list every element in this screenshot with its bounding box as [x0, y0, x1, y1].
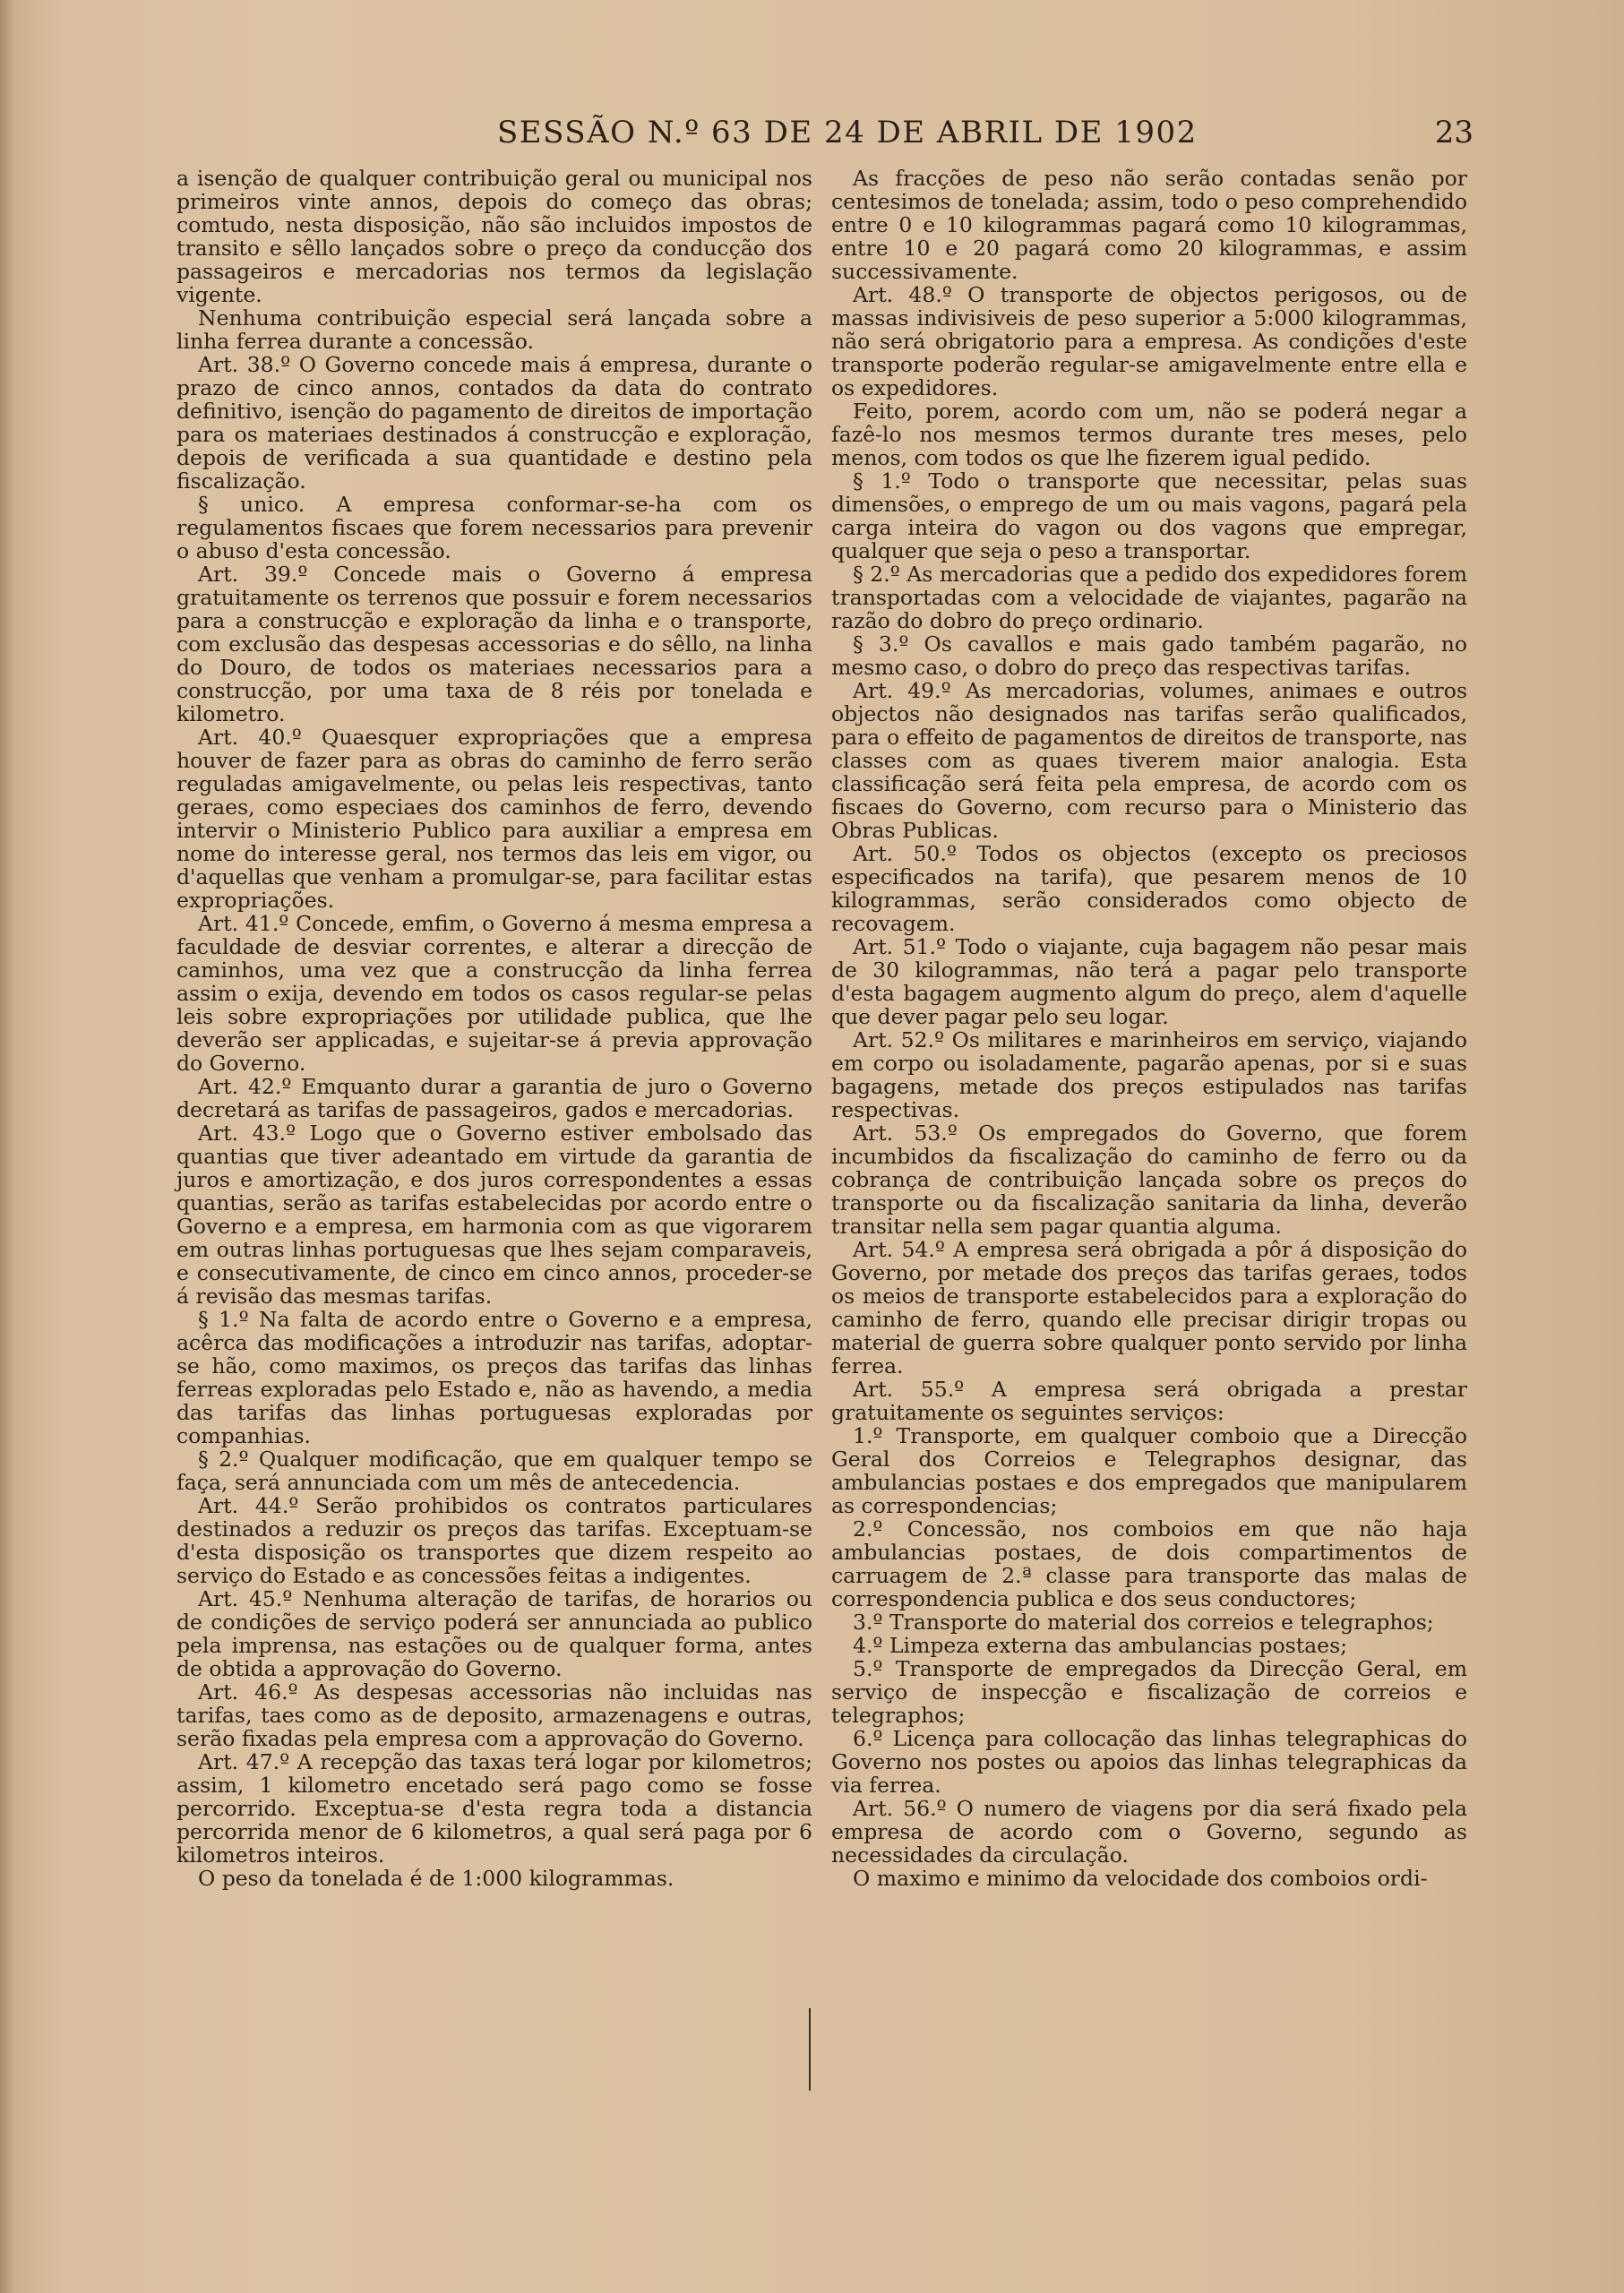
- paragraph: Art. 50.º Todos os objectos (excepto os preciosos especificados na tarifa), que pesarem menos de 10 kilogrammas, serão considerados como objecto de recovagem.: [831, 841, 1467, 936]
- paragraph: § 2.º As mercadorias que a pedido dos expedidores forem transportadas com a velocidade de viajantes, pagarão na razão do dobro do preço ordinario.: [831, 562, 1467, 633]
- paragraph: 1.º Transporte, em qualquer comboio que a Direcção Geral dos Correios e Telegraphos designar, das ambulancias postaes e dos empregados que manipularem as correspondencias;: [831, 1423, 1467, 1518]
- paragraph: Art. 40.º Quaesquer expropriações que a empresa houver de fazer para as obras do caminho de ferro serão reguladas amigavelmente, ou pelas leis respectivas, tanto geraes, como especiaes dos caminhos de ferro, devendo intervir o Ministerio Publico para auxiliar a empresa em nome do interesse geral, nos termos das leis em vigor, ou d'aquellas que venham a promulgar-se, para facilitar estas expropriações.: [176, 725, 812, 913]
- paragraph: As fracções de peso não serão contadas senão por centesimos de tonelada; assim, todo o peso comprehendido entre 0 e 10 kilogrammas pagará como 10 kilogrammas, entre 10 e 20 pagará como 20 kilogrammas, e assim successivamente.: [831, 166, 1467, 284]
- paragraph: Art. 39.º Concede mais o Governo á empresa gratuitamente os terrenos que possuir e forem necessarios para a construcção e exploração da linha e o transporte, com exclusão das despesas accessorias e do sêllo, na linha do Douro, de todos os materiaes necessarios para a construcção, por uma taxa de 8 réis por tonelada e kilometro.: [176, 562, 812, 726]
- paragraph: 6.º Licença para collocação das linhas telegraphicas do Governo nos postes ou apoios das linhas telegraphicas da via ferrea.: [831, 1726, 1467, 1798]
- paragraph: 3.º Transporte do material dos correios e telegraphos;: [853, 1610, 1434, 1635]
- paragraph: Art. 52.º Os militares e marinheiros em serviço, viajando em corpo ou isoladamente, pagarão apenas, por si e suas bagagens, metade dos preços estipulados nas tarifas respectivas.: [831, 1027, 1467, 1122]
- page-number: 23: [1434, 115, 1474, 150]
- paragraph: 4.º Limpeza externa das ambulancias postaes;: [853, 1633, 1348, 1658]
- paragraph: Art. 43.º Logo que o Governo estiver embolsado das quantias que tiver adeantado em virtude da garantia de juros e amortização, e dos juros correspondentes a essas quantias, serão as tarifas estabelecidas por acordo entre o Governo e a empresa, em harmonia com as que vigorarem em outras linhas portuguesas que lhes sejam comparaveis, e consecutivamente, de cinco em cinco annos, proceder-se á revisão das mesmas tarifas.: [176, 1121, 812, 1309]
- right-column: [831, 167, 1467, 1890]
- paragraph: Art. 48.º O transporte de objectos perigosos, ou de massas indivisiveis de peso superior a 5:000 kilogrammas, não será obrigatorio para a empresa. As condições d'este transporte poderão regular-se amigavelmente entre ella e os expedidores.: [831, 282, 1467, 400]
- paragraph: Nenhuma contribuição especial será lançada sobre a linha ferrea durante a concessão.: [176, 305, 812, 354]
- paragraph: § 1.º Todo o transporte que necessitar, pelas suas dimensões, o emprego de um ou mais vagons, pagará pela carga inteira do vagon ou dos vagons que empregar, qualquer que seja o peso a transportar.: [831, 468, 1467, 563]
- column-rule: [809, 2008, 811, 2091]
- paragraph: 2.º Concessão, nos comboios em que não haja ambulancias postaes, de dois compartimentos de carruagem de 2.ª classe para transporte das malas de correspondencia publica e dos seus conductores;: [831, 1516, 1467, 1611]
- paragraph: § 2.º Qualquer modificação, que em qualquer tempo se faça, será annunciada com um mês de antecedencia.: [176, 1447, 812, 1495]
- paragraph: § 3.º Os cavallos e mais gado também pagarão, no mesmo caso, o dobro do preço das respectivas tarifas.: [831, 631, 1467, 680]
- paragraph: Art. 53.º Os empregados do Governo, que forem incumbidos da fiscalização do caminho de ferro ou da cobrança de contribuição lançada sobre os preços do transporte ou da fiscalização sanitaria da linha, deverão transitar nella sem pagar quantia alguma.: [831, 1121, 1467, 1239]
- paragraph: Art. 51.º Todo o viajante, cuja bagagem não pesar mais de 30 kilogrammas, não terá a pagar pelo transporte d'esta bagagem augmento algum do preço, alem d'aquelle que dever pagar pelo seu logar.: [831, 934, 1467, 1029]
- paragraph: 5.º Transporte de empregados da Direcção Geral, em serviço de inspecção e fiscalização de correios e telegraphos;: [831, 1656, 1467, 1728]
- paragraph: Art. 45.º Nenhuma alteração de tarifas, de horarios ou de condições de serviço poderá ser annunciada ao publico pela imprensa, nas estações ou de qualquer forma, antes de obtida a approvação do Governo.: [176, 1586, 812, 1681]
- session-title: SESSÃO N.º 63 DE 24 DE ABRIL DE 1902: [497, 115, 1198, 150]
- paragraph: Art. 46.º As despesas accessorias não incluidas nas tarifas, taes como as de deposito, armazenagens e outras, serão fixadas pela empresa com a approvação do Governo.: [176, 1679, 812, 1751]
- paragraph: O peso da tonelada é de 1:000 kilogrammas.: [198, 1866, 675, 1891]
- paragraph: Feito, porem, acordo com um, não se poderá negar a fazê-lo nos mesmos termos durante tres meses, pelo menos, com todos os que lhe fizerem igual pedido.: [831, 399, 1467, 470]
- paragraph: Art. 54.º A empresa será obrigada a pôr á disposição do Governo, por metade dos preços das tarifas geraes, todos os meios de transporte estabelecidos para a exploração do caminho de ferro, quando elle precisar dirigir tropas ou material de guerra sobre qualquer ponto servido por linha ferrea.: [831, 1237, 1467, 1378]
- left-column: [176, 167, 812, 1890]
- paragraph: Art. 55.º A empresa será obrigada a prestar gratuitamente os seguintes serviços:: [831, 1377, 1467, 1425]
- paragraph: Art. 47.º A recepção das taxas terá logar por kilometros; assim, 1 kilometro encetado será pago como se fosse percorrido. Exceptua-se d'esta regra toda a distancia percorrida menor de 6 kilometros, a qual será paga por 6 kilometros inteiros.: [176, 1749, 812, 1868]
- paragraph: Art. 49.º As mercadorias, volumes, animaes e outros objectos não designados nas tarifas serão qualificados, para o effeito de pagamentos de direitos de transporte, nas classes com as quaes tiverem maior analogia. Esta classificação será feita pela empresa, de acordo com os fiscaes do Governo, com recurso para o Ministerio das Obras Publicas.: [831, 678, 1467, 843]
- paragraph: Art. 38.º O Governo concede mais á empresa, durante o prazo de cinco annos, contados da data do contrato definitivo, isenção do pagamento de direitos de importação para os materiaes destinados á construcção e exploração, depois de verificada a sua quantidade e destino pela fiscalização.: [176, 352, 812, 494]
- paragraph: Art. 41.º Concede, emfim, o Governo á mesma empresa a faculdade de desviar correntes, e alterar a direcção de caminhos, uma vez que a construcção da linha ferrea assim o exija, devendo em todos os casos regular-se pelas leis sobre expropriações por utilidade publica, que lhe deverão ser applicadas, e sujeitar-se á previa approvação do Governo.: [176, 911, 812, 1076]
- paragraph: § unico. A empresa conformar-se-ha com os regulamentos fiscaes que forem necessarios para prevenir o abuso d'esta concessão.: [176, 492, 812, 563]
- paragraph: a isenção de qualquer contribuição geral ou municipal nos primeiros vinte annos, depois do começo das obras; comtudo, nesta disposição, não são incluidos impostos de transito e sêllo lançados sobre o preço da conducção dos passageiros e mercadorias nos termos da legislação vigente.: [176, 166, 812, 307]
- paragraph: O maximo e minimo da velocidade dos comboios ordi-: [853, 1866, 1428, 1891]
- paragraph: § 1.º Na falta de acordo entre o Governo e a empresa, acêrca das modificações a introduzir nas tarifas, adoptar-se hão, como maximos, os preços das tarifas das linhas ferreas exploradas pelo Estado e, não as havendo, a media das tarifas das linhas portuguesas exploradas por companhias.: [176, 1307, 812, 1448]
- paragraph: Art. 42.º Emquanto durar a garantia de juro o Governo decretará as tarifas de passageiros, gados e mercadorias.: [176, 1074, 812, 1122]
- page-header: [175, 115, 1474, 159]
- paragraph: Art. 44.º Serão prohibidos os contratos particulares destinados a reduzir os preços das tarifas. Exceptuam-se d'esta disposição os transportes que dizem respeito ao serviço do Estado e as concessões feitas a indigentes.: [176, 1493, 812, 1588]
- page-spine-shadow: [0, 0, 13, 2293]
- paragraph: Art. 56.º O numero de viagens por dia será fixado pela empresa de acordo com o Governo, segundo as necessidades da circulação.: [831, 1796, 1467, 1868]
